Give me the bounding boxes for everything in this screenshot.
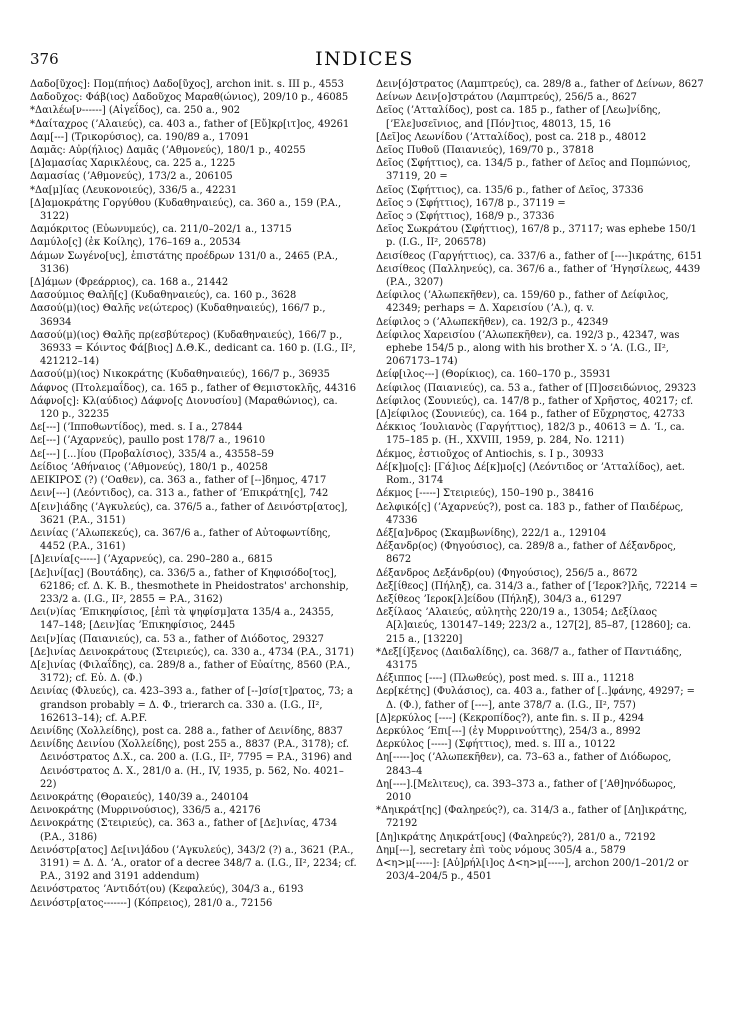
index-entry: Δε[---] (ʼΑχαρνεύς), paullo post 178/7 a., 19610 [30,435,266,447]
index-entry: [Δ]ερκύλος [----] (Κεκροπίδος?), ante fin. s. II p., 4294 [376,712,645,724]
index-entry: Δασού(μ)(ιος) Θαλῆς νε(ώτερος) (Κυδαθηναιεύς), 166/7 p., 36934 [30,303,326,328]
index-entry: Δαμ[---] (Τρικορύσιος), ca. 190/89 a., 17091 [30,131,250,143]
index-entry: [Δη]ικράτης Δηικράτ[ους] (Φαληρεύς?), 281/0 a., 72192 [376,831,656,843]
index-entry: Δάφνο[ς]: Κλ(αύδιος) Δάφνο[ς Διονυσίου] (Μαραθώνιος), ca. 120 p., 32235 [30,395,338,421]
index-entry: Δεξίθεος ʼΙεροκ[λ]είδου (Πήληξ), 304/3 a., 61297 [376,593,622,605]
index-entry: Δαμασίας (ʼΑθμονεύς), 173/2 a., 206105 [30,171,233,183]
index-columns [30,78,705,910]
index-entry: Δεισίθεος (Παλληνεύς), ca. 367/6 a., father of ʼΗγησίλεως, 4439 (P.A., 3207) [376,263,701,289]
index-entry: Δερκύλος [-----] (Σφήττιος), med. s. III a., 10122 [376,739,616,751]
index-entry: Δεῖος (ʼΑτταλίδος), post ca. 185 p., father of [Λεω]νίδης, [ʼΕλε]υσεῖνιος, and [Πόν]τιος, 48013, 15, 16 [376,105,661,130]
index-entry: [Δ]αμασίας Χαρικλέους, ca. 225 a., 1225 [30,158,236,170]
index-entry: Δέξανδρ(ος) (Φηγούσιος), ca. 289/8 a., father of Δέξανδρος, 8672 [376,541,676,566]
index-entry: *Δεξ[ί]ξενος (Δαιδαλίδης), ca. 368/7 a., father of Παντιάδης, 43175 [376,646,682,671]
index-entry: Δεινοκράτης (Στειριεύς), ca. 363 a., father of [Δε]ινίας, 4734 (P.A., 3186) [30,818,338,843]
index-entry: Δερ[κέτης] (Φυλάσιος), ca. 403 a., father of [..]φάνης, 49297; = Δ. (Φ.), father of [----], ante 378/7 a. (I.G., II², 757) [376,686,695,711]
index-entry: Δημ[---], secretary ἐπὶ τοὺς νόμους 305/4 a., 5879 [376,844,626,856]
index-entry: Δαμᾶς: Αὐρ(ήλιος) Δαμᾶς (ʼΑθμονεύς), 180/1 p., 40255 [30,145,306,157]
index-entry: Δεξ[ίθεος] (Πήληξ), ca. 314/3 a., father of [ʼΙεροκ?]λῆς, 72214 = [376,580,698,592]
index-entry: *Δαιλέω[ν------] (Αἰγεΐδος), ca. 250 a., 902 [30,105,241,117]
index-entry: Δείφιλος (Παιανιεύς), ca. 53 a., father of [Π]οσειδώνιος, 29323 [376,382,697,394]
index-entry: Δεινίδης Δεινίου (Χολλείδης), post 255 a., 8837 (P.A., 3178); cf. Δεινόστρατος Δ.Χ., ca. 200 a. (I.G., II², 7795 = P.A., 3196) and Δεινόστρατος Δ. Χ., 281/0 a. (H., IV, 1935, p. 562, No. 4021–22) [30,739,352,790]
index-entry: ΔΕΙΚΙΡΟΣ (?) (ʼΟαθεν), ca. 363 a., father of [--]δημος, 4717 [30,475,327,487]
index-entry: Δεινοκράτης (Μυρρινούσιος), 336/5 a., 42176 [30,805,261,817]
index-entry: Δεινίας (Φλυεύς), ca. 423–393 a., father of [--]σίσ[τ]ρατος, 73; a grandson probably = Δ. Φ., trierarch ca. 330 a. (I.G., II², 162613–14); cf. A.P.F. [30,686,353,724]
index-entry: Δεῖος (Σφήττιος), ca. 134/5 p., father of Δεῖος and Πομπώνιος, 37119, 20 = [376,158,691,183]
index-column-left [30,78,358,910]
index-entry: [Δ]εινία[ς-----] (ʼΑχαρνεύς), ca. 290–280 a., 6815 [30,554,273,566]
page-number: 376 [30,50,59,68]
index-entry: Δεινοκράτης (Θοραιεύς), 140/39 a., 240104 [30,791,249,803]
index-entry: [Δε]ινί[ας] (Βουτάδης), ca. 336/5 a., father of Κηφισόδο[τος], 62186; cf. Δ. Κ. Β., thesmothete in Pheidostratos' archonship, 233/2 a. (I.G., II², 2855 = P.A., 3162) [30,567,349,605]
index-entry: Δάμων Σωγένο[υς], ἐπιστάτης προέδρων 131/0 a., 2465 (P.A., 3136) [30,250,339,275]
index-entry: Δεῖος Σωκράτου (Σφήττιος), 167/8 p., 37117; was ephebe 150/1 p. (I.G., II², 206578) [376,224,697,249]
index-entry: Δέκκιος ʼΙουλιανὸς (Γαργήττιος), 182/3 p., 40613 = Δ. ʼΙ., ca. 175–185 p. (H., XXVIII, 1959, p. 284, No. 1211) [376,422,685,447]
index-entry: Δ[ειν]ιάδης (ʼΑγκυλεύς), ca. 376/5 a., father of Δεινόστρ[ατος], 3621 (P.A., 3151) [30,501,348,526]
index-entry: Δεινίας (ʼΑλωπεκεύς), ca. 367/6 a., father of Αὐτοφωντίδης, 4452 (P.A., 3161) [30,527,331,553]
index-entry: [Δεῖ]ος Λεωνίδου (ʼΑτταλίδος), post ca. 218 p., 48012 [376,131,647,143]
index-entry: Δαμύλο[ς] (ἐκ Κοίλης), 176–169 a., 20534 [30,237,241,249]
index-entry: Δ<η>μ[-----]: [Αὐ]ρήλ[ι]ος Δ<η>μ[-----], archon 200/1–201/2 or 203/4–204/5 p., 4501 [376,857,689,883]
index-entry: Δέκμος [-----] Στειριεύς), 150–190 p., 38416 [376,488,594,500]
index-entry: Δείφ[ιλος---] (Θορίκιος), ca. 160–170 p., 35931 [376,369,612,381]
index-entry: Δαδοῦχος: Φάβ(ιος) Δαδοῦχος Μαραθ(ώνιος), 209/10 p., 46085 [30,92,349,104]
index-entry: Δασού(μ)(ιος) Θαλῆς πρ(εσβύτερος) (Κυδαθηναιεύς), 166/7 p., 36933 = Κόιντος Φά[βιος] Δ.Θ.Κ., dedicant ca. 160 p. (I.G., II², 421212–14) [30,329,356,368]
index-entry: Δαμόκριτος (Εὐωνυμεύς), ca. 211/0–202/1 a., 13715 [30,224,292,236]
index-entry: Δασού(μ)(ιος) Νικοκράτης (Κυδαθηναιεύς), 166/7 p., 36935 [30,369,330,381]
index-entry: Δεῖος (Σφήττιος), ca. 135/6 p., father of Δεῖος, 37336 [376,184,644,196]
index-entry: [Δ]αμοκράτης Γοργύθου (Κυδαθηναιεύς), ca. 360 a., 159 (P.A., 3122) [30,197,342,223]
index-entry: Δεινίδης (Χολλείδης), post ca. 288 a., father of Δεινίδης, 8837 [30,725,343,737]
index-entry: Δέκμος, ἐστιοῦχος of Antiochis, s. I p., 30933 [376,448,604,460]
index-entry: Δεῖος Πυθοῦ (Παιανιεύς), 169/70 p., 37818 [376,145,594,157]
index-entry: Δείνων Δειν[ο]στράτου (Λαμπτρεύς), 256/5 a., 8627 [376,92,637,104]
index-entry: Δη[-----]ος (ʼΑλωπεκῆθεν), ca. 73–63 a., father of Διόδωρος, 2843–4 [376,752,672,777]
index-entry: [Δε]ινίας Δεινοκράτους (Στειριεύς), ca. 330 a., 4734 (P.A., 3171) [30,646,354,658]
index-entry: *Δηικράτ[ης] (Φαληρεύς?), ca. 314/3 a., father of [Δη]ικράτης, 72192 [376,805,688,830]
index-entry: Δη[----].[Μελιτευς), ca. 393–373 a., father of [ʼΑθ]ηνόδωρος, 2010 [376,778,676,803]
index-entry: Δελφικό[ς] (ʼΑχαρνεύς?), post ca. 183 p., father of Παιδέρως, 47336 [376,501,684,526]
index-entry: Δεισίθεος (Γαργήττιος), ca. 337/6 a., father of [----]ικράτης, 6151 [376,250,703,262]
index-entry: [Δ]είφιλος (Σουνιεύς), ca. 164 p., father of Εὔχρηστος, 42733 [376,409,685,421]
index-entry: Δεξίλαος ʼΑλαιεύς, αὐλητὴς 220/19 a., 13054; Δεξίλαος Α[λ]αιεύς, 130147–149; 223/2 a., 127[2], 85–87, [12860]; ca. 215 a., [13220] [376,607,692,645]
index-entry: Δάφνος (Πτολεμαΐδος), ca. 165 p., father of Θεμιστοκλῆς, 44316 [30,382,357,394]
index-entry: Δεῖος ͻ (Σφήττιος), 168/9 p., 37336 [376,211,555,223]
index-entry: Δείφιλος Χαρεισίου (ʼΑλωπεκῆθεν), ca. 192/3 p., 42347, was ephebe 154/5 p., along with his brother Χ. ͻ ʼΑ. (I.G., II², 2067173–174) [376,329,680,368]
index-entry: Δει[ν]ίας (Παιανιεύς), ca. 53 a., father of Διόδοτος, 29327 [30,633,324,645]
page-title: INDICES [315,48,414,70]
index-entry: Δερκύλος ʼΕπι[---] (ἐγ Μυρρινούττης), 254/3 a., 8992 [376,725,641,737]
index-entry: Δαδο[ῦχος]: Πομ(πήιος) Δαδο[ῦχος], archon init. s. III p., 4553 [30,79,344,90]
index-entry: [Δ]άμων (Φρεάρριος), ca. 168 a., 21442 [30,277,229,289]
index-entry: Δέξ[α]νδρος (Σκαμβωνίδης), 222/1 a., 129104 [376,527,607,539]
index-entry: Δεινόστρατος ʼΑντιδότ(ου) (Κεφαλεύς), 304/3 a., 6193 [30,884,304,896]
index-entry: Δέ[κ]μο[ς]: [Γά]ιος Δέ[κ]μο[ς] (Λεόντιδος or ʼΑτταλίδος), aet. Rom., 3174 [376,461,685,487]
index-entry: *Δαίταχρος (ʼΑλαιεύς), ca. 403 a., father of [Εὔ]κρ[ιτ]ος, 49261 [30,118,350,130]
index-entry: Δεινόστρ[ατος-------] (Κόπρειος), 281/0 a., 72156 [30,897,273,909]
index-entry: Δειν[---] (Λεόντιδος), ca. 313 a., father of ʼΕπικράτη[ς], 742 [30,488,329,500]
index-entry: Δειν[ό]στρατος (Λαμπτρεύς), ca. 289/8 a., father of Δείνων, 8627 [376,79,704,90]
index-entry: Δείφιλος (ʼΑλωπεκῆθεν), ca. 159/60 p., father of Δείφιλος, 42349; perhaps = Δ. Χαρεισίου (ʼΑ.), q. v. [376,290,669,315]
index-entry: Δεῖος ͻ (Σφήττιος), 167/8 p., 37119 = [376,197,566,209]
index-entry: Δεινόστρ[ατος] Δε[ινι]άδου (ʼΑγκυλεύς), 343/2 (?) a., 3621 (P.A., 3191) = Δ. Δ. ʼΑ., orator of a decree 348/7 a. (I.G., II², 2234; cf. P.A., 3192 and 3191 addendum) [30,844,357,883]
index-entry: Δέξιππος [----] (Πλωθεύς), post med. s. III a., 11218 [376,673,634,685]
index-entry: Δει(ν)ίας ʼΕπικηφίσιος, [ἐπὶ τὰ ψηφίσμ]ατα 135/4 a., 24355, 147–148; [Δειν]ίας ʼΕπικηφίσιος, 2445 [30,607,334,632]
index-entry: Δασούμιος Θαλῆ[ς] (Κυδαθηναιεύς), ca. 160 p., 3628 [30,290,297,302]
index-entry: Δε[---] [...]ίου (Προβαλίσιος), 335/4 a., 43558–59 [30,448,274,460]
index-column-right [376,78,704,910]
page-header [26,48,703,74]
index-entry: Δε[---] (ʼΙπποθωντίδος), med. s. I a., 27844 [30,422,243,434]
index-entry: Δείδιος ʼΑθήναιος (ʼΑθμονεύς), 180/1 p., 40258 [30,461,268,473]
index-entry: Δ[ε]ινίας (Φιλαΐδης), ca. 289/8 a., father of Εὐαίτης, 8560 (P.A., 3172); cf. Εὐ. Δ. (Φ.) [30,659,351,685]
index-entry: Δείφιλος (Σουνιεύς), ca. 147/8 p., father of Χρῆστος, 40217; cf. [376,395,694,407]
index-entry: *Δα[μ]ίας (Λευκονοιεύς), 336/5 a., 42231 [30,184,238,196]
index-entry: Δείφιλος ͻ (ʼΑλωπεκῆθεν), ca. 192/3 p., 42349 [376,316,609,328]
index-entry: Δέξανδρος Δεξάνδρ(ου) (Φηγούσιος), 256/5 a., 8672 [376,567,638,579]
